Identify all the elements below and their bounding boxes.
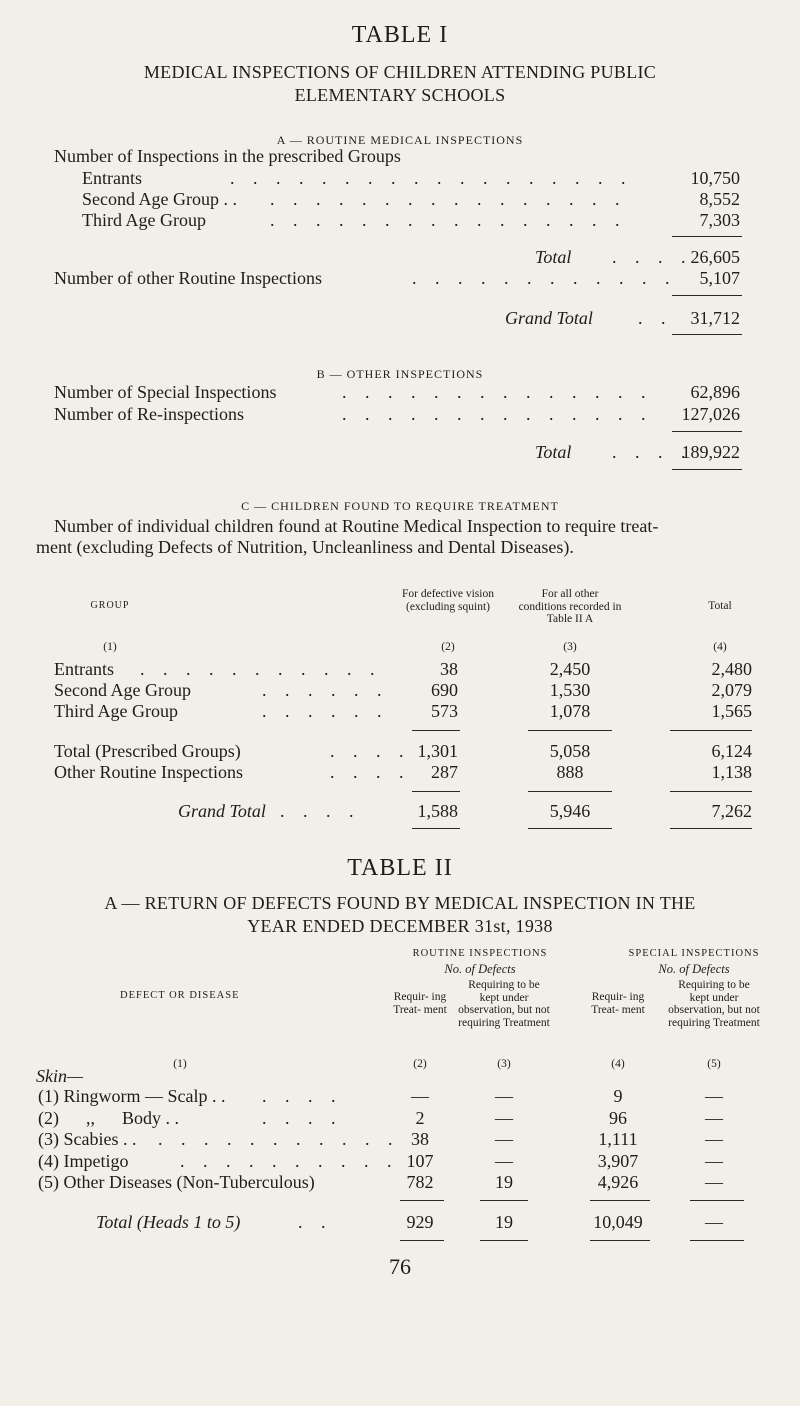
section-b-total-value: 189,922 (681, 442, 740, 462)
rule (590, 1200, 650, 1201)
rule (412, 828, 460, 829)
leader-dots: . . . . . . . . . . (180, 1151, 399, 1171)
section-b-total-label: Total (535, 442, 572, 462)
rule (400, 1240, 444, 1241)
c-row-third-vision: 573 (431, 701, 458, 721)
t2-row-ringworm-body-label: (2) ,, Body . . (38, 1108, 179, 1128)
t2-row-scabies-c4: 1,111 (598, 1129, 638, 1149)
section-a-row-entrants-label: Entrants (82, 168, 142, 188)
c-row-entrants-label: Entrants (54, 659, 114, 679)
c-other-routine-vision: 287 (431, 762, 458, 782)
leader-dots: . . (298, 1212, 333, 1232)
t2-row-ringworm-scalp-c5: — (705, 1086, 723, 1106)
leader-dots: . . . . . . . . . . . . . . . . . . (230, 168, 633, 188)
section-a-heading: A — ROUTINE MEDICAL INSPECTIONS (276, 133, 524, 147)
col-header-group: GROUP (90, 600, 130, 611)
rule (672, 469, 742, 470)
t2-row-impetigo-c4: 3,907 (597, 1151, 639, 1171)
col-number: (3) (497, 1058, 511, 1070)
rule (672, 236, 742, 237)
rule (670, 828, 752, 829)
t2-row-scabies-c3: — (495, 1129, 513, 1149)
section-b-special-value: 62,896 (690, 382, 740, 402)
c-row-second-vision: 690 (431, 680, 458, 700)
c-grand-vision: 1,588 (417, 801, 458, 821)
section-c-heading: C — CHILDREN FOUND TO REQUIRE TREATMENT (241, 499, 559, 513)
c-total-prescribed-other: 5,058 (549, 741, 591, 761)
leader-dots: . . . . . . . . . . . . . . (342, 382, 653, 402)
col-number: (4) (713, 641, 727, 653)
c-row-entrants-vision: 38 (440, 659, 458, 679)
c-row-third-label: Third Age Group (54, 701, 178, 721)
rule (670, 730, 752, 731)
col-header-routine: ROUTINE INSPECTIONS (412, 948, 548, 959)
t2-row-scabies-c2: 38 (411, 1129, 429, 1149)
t2-row-impetigo-c3: — (495, 1151, 513, 1171)
section-a-row-entrants-value: 10,750 (690, 168, 740, 188)
col-header-routine-observation: Requiring to be kept under observation, but not requiring Treatment (458, 979, 550, 1029)
leader-dots: . . . . . . . . . . . (140, 659, 382, 679)
section-b-reinspection-value: 127,026 (681, 404, 740, 424)
table-2-subtitle-line1: A — RETURN OF DEFECTS FOUND BY MEDICAL INSPECTION IN THE (104, 893, 696, 913)
t2-row-scabies-label: (3) Scabies . . (38, 1129, 137, 1149)
c-other-routine-label: Other Routine Inspections (54, 762, 243, 782)
t2-total-c2: 929 (406, 1212, 434, 1232)
t2-row-scabies-c5: — (705, 1129, 723, 1149)
t2-row-ringworm-scalp-c3: — (495, 1086, 513, 1106)
col-header-routine-treatment: Requir- ing Treat- ment (393, 991, 447, 1016)
col-number: (3) (563, 641, 577, 653)
c-row-second-label: Second Age Group (54, 680, 191, 700)
rule (480, 1240, 528, 1241)
c-row-third-total: 1,565 (711, 701, 752, 721)
skin-group-label: Skin— (36, 1066, 83, 1086)
rule (528, 730, 612, 731)
rule (412, 791, 460, 792)
t2-total-label: Total (Heads 1 to 5) (96, 1212, 241, 1232)
leader-dots: . . . . . . (262, 701, 389, 721)
rule (528, 828, 612, 829)
leader-dots: . . . . (330, 762, 411, 782)
c-row-second-other: 1,530 (549, 680, 591, 700)
section-a-total-label: Total (535, 247, 572, 267)
leader-dots: . . . . . . . . . . . . (412, 268, 677, 288)
section-a-row-second-label: Second Age Group . . (82, 189, 237, 209)
col-number: (2) (413, 1058, 427, 1070)
c-total-prescribed-label: Total (Prescribed Groups) (54, 741, 241, 761)
section-a-intro: Number of Inspections in the prescribed Groups (54, 146, 401, 166)
t2-row-ringworm-body-c2: 2 (415, 1108, 425, 1128)
section-a-grand-label: Grand Total (505, 308, 593, 328)
c-other-routine-other: 888 (556, 762, 584, 782)
col-number: (1) (173, 1058, 187, 1070)
rule (672, 295, 742, 296)
section-a-grand-value: 31,712 (690, 308, 740, 328)
c-row-third-other: 1,078 (549, 701, 591, 721)
section-a-total-value: 26,605 (690, 247, 740, 267)
rule (590, 1240, 650, 1241)
rule (528, 791, 612, 792)
rule (690, 1240, 744, 1241)
rule (672, 334, 742, 335)
rule (672, 431, 742, 432)
c-row-second-total: 2,079 (711, 680, 752, 700)
t2-row-other-diseases-c4: 4,926 (597, 1172, 639, 1192)
section-c-intro-line2: ment (excluding Defects of Nutrition, Uncleanliness and Dental Diseases). (36, 537, 574, 557)
leader-dots: . . . . (612, 442, 693, 462)
col-header-defect: DEFECT OR DISEASE (120, 990, 240, 1001)
t2-row-impetigo-c2: 107 (406, 1151, 434, 1171)
section-c-intro-line1: Number of individual children found at Routine Medical Inspection to require treat- (54, 516, 659, 536)
page-number: 76 (389, 1254, 411, 1279)
col-number: (5) (707, 1058, 721, 1070)
section-b-special-label: Number of Special Inspections (54, 382, 277, 402)
col-number: (1) (103, 641, 117, 653)
c-grand-other: 5,946 (549, 801, 591, 821)
leader-dots: . . . . . . . . . . . . . . . . (270, 189, 627, 209)
leader-dots: . . . . (330, 741, 411, 761)
leader-dots: . . . . . . . . . . . (158, 1129, 400, 1149)
t2-row-impetigo-label: (4) Impetigo (38, 1151, 129, 1171)
rule (412, 730, 460, 731)
rule (480, 1200, 528, 1201)
t2-row-ringworm-body-c4: 96 (609, 1108, 627, 1128)
col-header-special-observation: Requiring to be kept under observation, but not requiring Treatment (668, 979, 760, 1029)
table-1-title: TABLE I (351, 22, 449, 48)
leader-dots: . . . . (280, 801, 361, 821)
t2-total-c3: 19 (495, 1212, 513, 1232)
t2-row-other-diseases-c2: 782 (406, 1172, 434, 1192)
table-2-subtitle-line2: YEAR ENDED DECEMBER 31st, 1938 (247, 916, 553, 936)
leader-dots: . . . . (612, 247, 693, 267)
t2-row-other-diseases-label: (5) Other Diseases (Non-Tuberculous) (38, 1172, 315, 1192)
section-a-row-third-value: 7,303 (699, 210, 740, 230)
col-header-special-defects: No. of Defects (658, 962, 730, 976)
col-header-other-conditions: For all other conditions recorded in Table II A (518, 588, 622, 625)
table-1-subtitle-line1: MEDICAL INSPECTIONS OF CHILDREN ATTENDING PUBLIC (143, 62, 657, 82)
table-2-title: TABLE II (347, 855, 453, 881)
t2-row-ringworm-body-c5: — (705, 1108, 723, 1128)
c-grand-label: Grand Total (178, 801, 266, 821)
t2-row-ringworm-scalp-c4: 9 (613, 1086, 623, 1106)
col-number: (2) (441, 641, 455, 653)
c-total-prescribed-vision: 1,301 (417, 741, 458, 761)
leader-dots: . . (638, 308, 673, 328)
t2-row-other-diseases-c5: — (705, 1172, 723, 1192)
col-header-routine-defects: No. of Defects (444, 962, 516, 976)
section-b-heading: B — OTHER INSPECTIONS (316, 367, 484, 381)
section-a-other-label: Number of other Routine Inspections (54, 268, 322, 288)
section-a-row-second-value: 8,552 (699, 189, 740, 209)
t2-row-ringworm-scalp-c2: — (411, 1086, 429, 1106)
leader-dots: . . . . . . . . . . . . . . . . (270, 210, 627, 230)
c-grand-total: 7,262 (711, 801, 752, 821)
leader-dots: . . . . (262, 1108, 343, 1128)
t2-row-ringworm-scalp-label: (1) Ringworm — Scalp . . (38, 1086, 226, 1106)
col-header-special-treatment: Requir- ing Treat- ment (591, 991, 645, 1016)
col-header-total: Total (708, 600, 732, 612)
table-1-subtitle-line2: ELEMENTARY SCHOOLS (294, 85, 506, 105)
section-a-other-value: 5,107 (699, 268, 740, 288)
leader-dots: . . . . (262, 1086, 343, 1106)
col-header-special: SPECIAL INSPECTIONS (628, 948, 760, 959)
section-b-reinspection-label: Number of Re-inspections (54, 404, 244, 424)
rule (400, 1200, 444, 1201)
c-total-prescribed-total: 6,124 (711, 741, 752, 761)
c-row-entrants-other: 2,450 (549, 659, 591, 679)
leader-dots: . . . . . . . . . . . . . . (342, 404, 653, 424)
leader-dots: . . . . . . (262, 680, 389, 700)
col-number: (4) (611, 1058, 625, 1070)
c-other-routine-total: 1,138 (711, 762, 752, 782)
rule (690, 1200, 744, 1201)
t2-row-ringworm-body-c3: — (495, 1108, 513, 1128)
section-a-row-third-label: Third Age Group (82, 210, 206, 230)
t2-total-c5: — (705, 1212, 723, 1232)
t2-row-impetigo-c5: — (705, 1151, 723, 1171)
rule (670, 791, 752, 792)
t2-row-other-diseases-c3: 19 (495, 1172, 513, 1192)
t2-total-c4: 10,049 (593, 1212, 643, 1232)
c-row-entrants-total: 2,480 (711, 659, 752, 679)
col-header-defective-vision: For defective vision (excluding squint) (402, 588, 494, 613)
